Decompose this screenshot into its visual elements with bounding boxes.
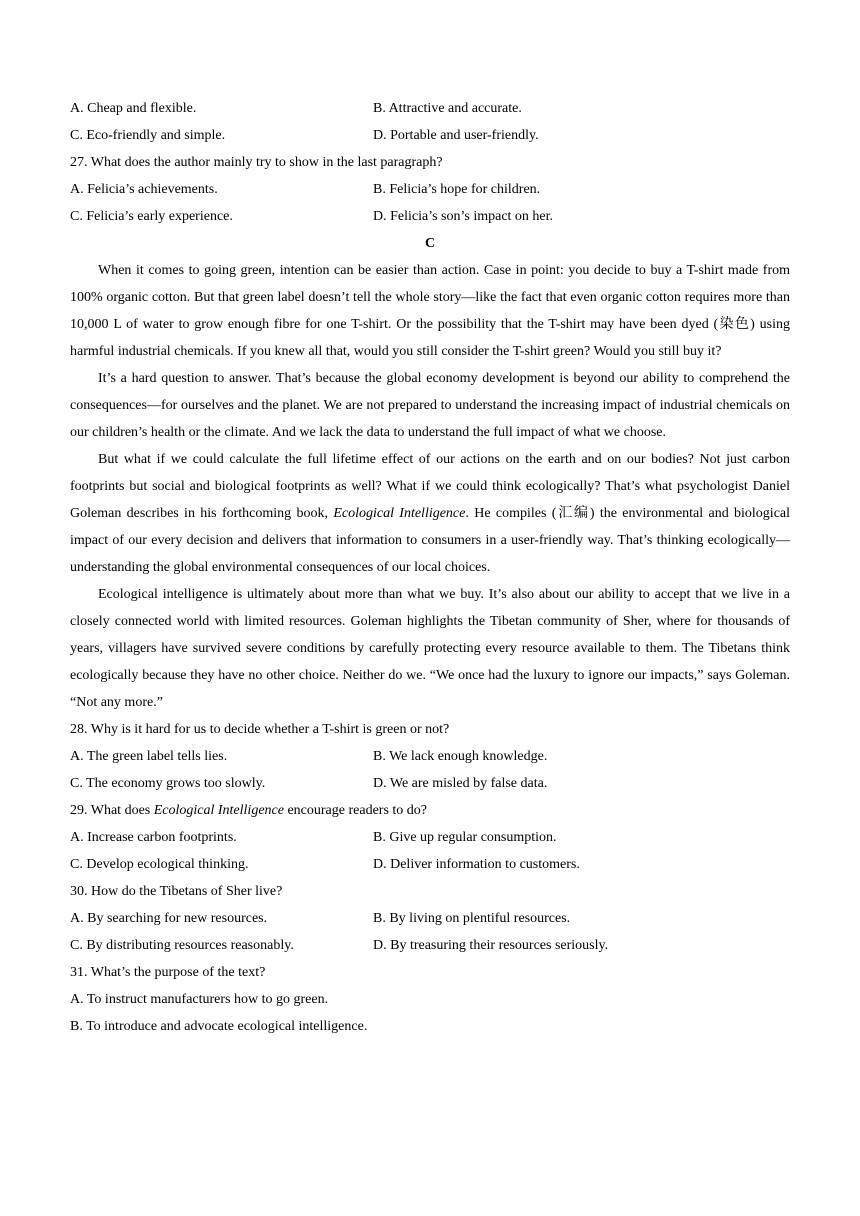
q28-option-c: C. The economy grows too slowly.	[70, 776, 266, 791]
q29-question-suffix: encourage readers to do?	[283, 803, 428, 818]
passage	[70, 257, 790, 716]
q29-option-c: C. Develop ecological thinking.	[70, 857, 249, 872]
q30-option-row-2	[70, 932, 790, 959]
q27-option-b: B. Felicia’s hope for children.	[373, 182, 541, 197]
q31-question: 31. What’s the purpose of the text?	[70, 965, 266, 980]
q27-option-d: D. Felicia’s son’s impact on her.	[373, 209, 554, 224]
q29-option-row-2	[70, 851, 790, 878]
paragraph-3-text-end: . He compiles (汇编) the environmental and biological impact of our every decision and delivers that information to consumers in a user-friendly way. That’s thinking ecologically—understanding the global environmental consequences of our local choices.	[70, 506, 791, 575]
q26-option-row-2	[70, 122, 790, 149]
q29-question	[70, 797, 790, 824]
q26-option-d: D. Portable and user-friendly.	[373, 128, 539, 143]
q29-option-d: D. Deliver information to customers.	[373, 857, 580, 872]
q27-option-row-1	[70, 176, 790, 203]
q27-option-row-2	[70, 203, 790, 230]
q26-option-c: C. Eco-friendly and simple.	[70, 128, 226, 143]
q29-option-a: A. Increase carbon footprints.	[70, 830, 237, 845]
passage-paragraph-2: It’s a hard question to answer. That’s because the global economy development is beyond our ability to comprehend the consequences—for ourselves and the planet. We are not prepared to understand the increasing impact of industrial chemicals on our children’s health or the climate. And we lack the data to understand the full impact of what we choose.	[70, 371, 790, 440]
book-title: Ecological Intelligence	[333, 506, 466, 521]
q30-option-row-1	[70, 905, 790, 932]
passage-paragraph-4: Ecological intelligence is ultimately about more than what we buy. It’s also about our ability to accept that we live in a closely connected world with limited resources. Goleman highlights the Tibetan community of Sher, where for thousands of years, villagers have survived severe conditions by carefully protecting every resource available to them. The Tibetans think ecologically because they have no other choice. Neither do we. “We once had the luxury to ignore our impacts,” says Goleman. “Not any more.”	[70, 587, 790, 710]
paragraph-3-text-start: But what if we could calculate the full lifetime effect of our actions on the earth and on our bodies? Not just carbon footprints but social and biological footprints as well? What if we could think ecologically? That’s what psychologist Daniel Goleman describes in his forthcoming book,	[70, 452, 790, 521]
section-title: C	[424, 236, 436, 251]
q29-option-b: B. Give up regular consumption.	[373, 830, 557, 845]
q30-option-d: D. By treasuring their resources seriously.	[373, 938, 609, 953]
passage-paragraph-3	[70, 446, 790, 581]
q30-option-a: A. By searching for new resources.	[70, 911, 268, 926]
q28-option-row-2	[70, 770, 790, 797]
q27-question: 27. What does the author mainly try to show in the last paragraph?	[70, 155, 443, 170]
q31-option-b: B. To introduce and advocate ecological intelligence.	[70, 1019, 368, 1034]
q26-option-row-1	[70, 95, 790, 122]
q29-question-prefix: 29. What does	[70, 803, 154, 818]
page-content	[70, 95, 790, 1040]
q27-option-c: C. Felicia’s early experience.	[70, 209, 233, 224]
q29-option-row-1	[70, 824, 790, 851]
q30-option-c: C. By distributing resources reasonably.	[70, 938, 294, 953]
q28-option-b: B. We lack enough knowledge.	[373, 749, 548, 764]
q26-option-b: B. Attractive and accurate.	[373, 101, 522, 116]
q26-option-a: A. Cheap and flexible.	[70, 101, 197, 116]
q28-option-a: A. The green label tells lies.	[70, 749, 228, 764]
q28-option-d: D. We are misled by false data.	[373, 776, 548, 791]
q31-option-a: A. To instruct manufacturers how to go green.	[70, 992, 329, 1007]
q29-book-title: Ecological Intelligence	[153, 803, 284, 818]
q28-question: 28. Why is it hard for us to decide whether a T-shirt is green or not?	[70, 722, 450, 737]
q27-option-a: A. Felicia’s achievements.	[70, 182, 218, 197]
q30-question: 30. How do the Tibetans of Sher live?	[70, 884, 283, 899]
q30-option-b: B. By living on plentiful resources.	[373, 911, 571, 926]
q28-option-row-1	[70, 743, 790, 770]
passage-paragraph-1: When it comes to going green, intention can be easier than action. Case in point: you decide to buy a T-shirt made from 100% organic cotton. But that green label doesn’t tell the whole story—like the fact that even organic cotton requires more than 10,000 L of water to grow enough fibre for one T-shirt. Or the possibility that the T-shirt may have been dyed (染色) using harmful industrial chemicals. If you knew all that, would you still consider the T-shirt green? Would you still buy it?	[70, 263, 790, 359]
